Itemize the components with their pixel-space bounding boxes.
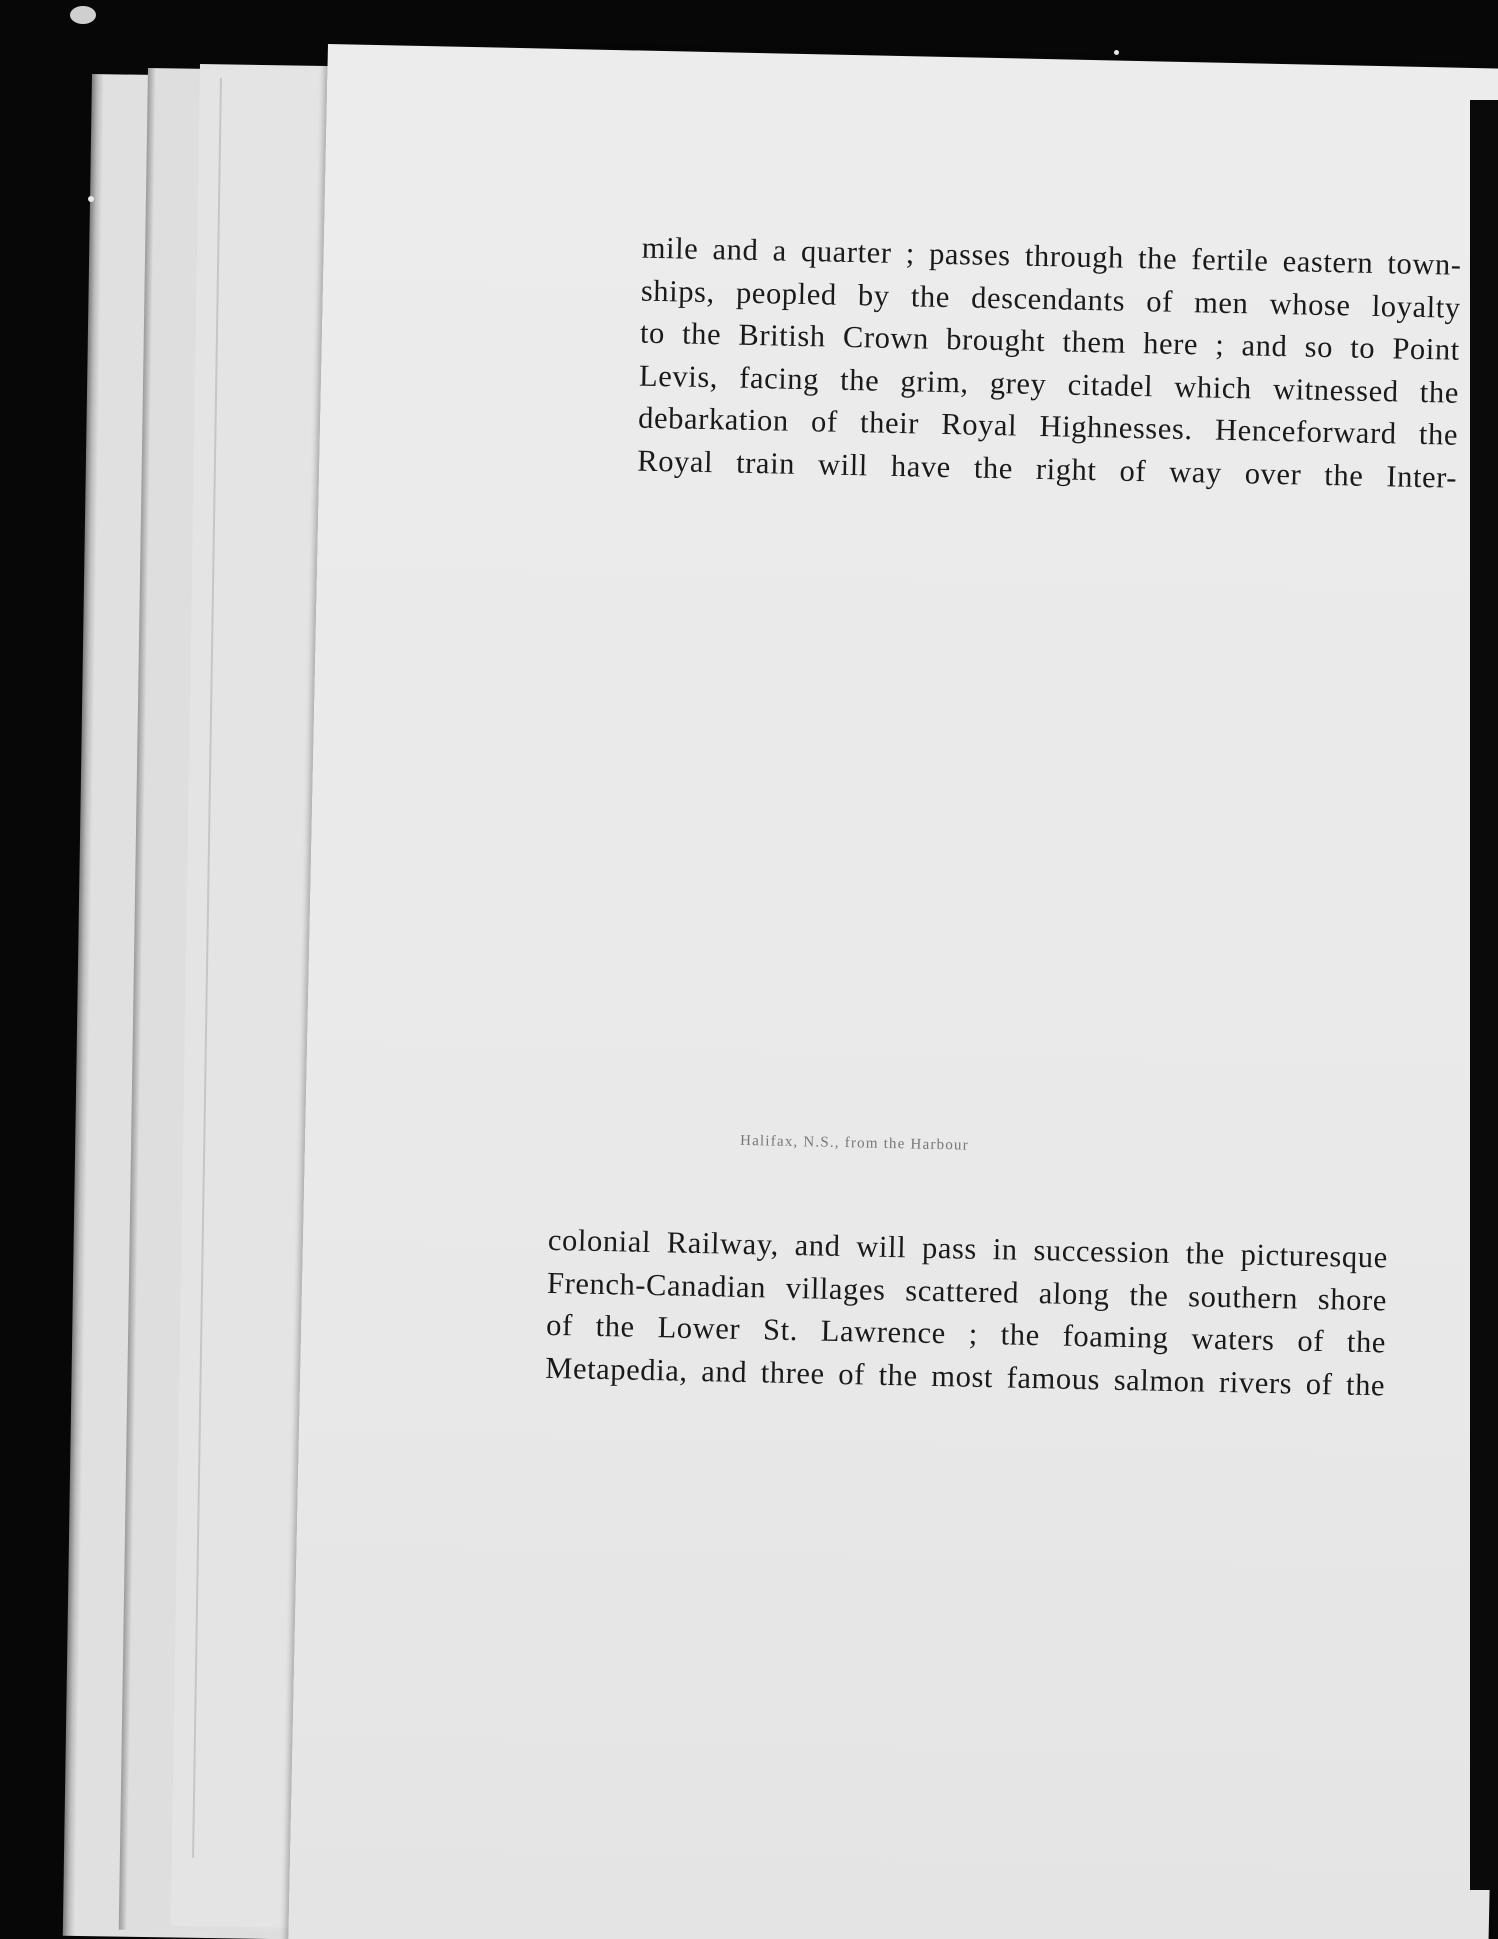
body-paragraph-bottom — [545, 1219, 1388, 1407]
text-line: French-Canadian villages scattered along the southern shore — [546, 1265, 1388, 1317]
text-line: of the Lower St. Lawrence ; the foaming waters of the — [545, 1307, 1387, 1360]
text-line: ships, peopled by the descendants of men whose loyalty — [640, 273, 1462, 325]
text-line: Royal train will have the right of way over the Inter- — [636, 443, 1458, 495]
text-line: Levis, facing the grim, grey citadel which witnessed the — [638, 358, 1460, 410]
right-margin-shadow — [1470, 100, 1498, 1890]
scan-speck — [88, 196, 94, 202]
text-line: to the British Crown brought them here ; and so to Point — [639, 315, 1461, 367]
halifax-harbour-photograph — [609, 590, 1417, 987]
scan-speck — [1114, 50, 1119, 55]
text-line: colonial Railway, and will pass in succession the picturesque — [547, 1222, 1389, 1275]
text-line: mile and a quarter ; passes through the fertile eastern town- — [641, 230, 1462, 282]
text-line: debarkation of their Royal Highnesses. Henceforward the — [637, 400, 1459, 452]
photo-illustration — [609, 590, 1417, 987]
figure-caption: Halifax, N.S., from the Harbour — [739, 1132, 970, 1154]
scan-speck — [70, 6, 96, 24]
book-page — [288, 44, 1498, 1939]
body-paragraph-top — [637, 227, 1462, 499]
text-line: Metapedia, and three of the most famous salmon rivers of the — [544, 1350, 1386, 1402]
